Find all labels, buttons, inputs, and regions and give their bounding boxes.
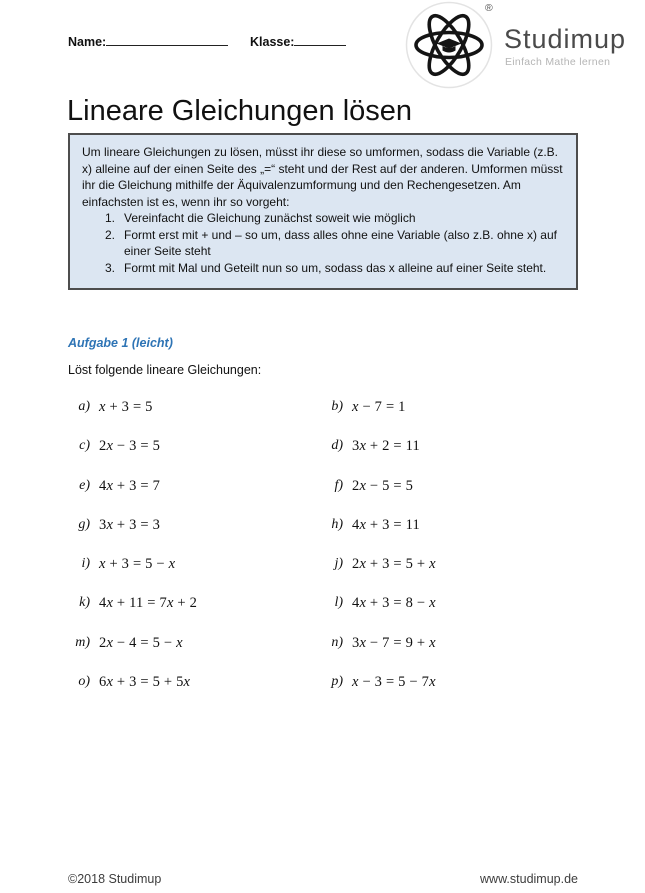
equation-item — [323, 399, 558, 438]
website-link: www.studimup.de — [480, 872, 578, 886]
equation-text: 4x + 3 = 8 − x — [352, 595, 436, 612]
equation-text: 2x + 3 = 5 + x — [352, 556, 436, 573]
page-footer — [68, 872, 578, 886]
equation-label: f) — [334, 477, 343, 493]
name-field — [68, 33, 228, 49]
equation-item — [70, 635, 323, 674]
step-number: 3. — [104, 260, 115, 275]
name-fill-line — [106, 33, 228, 46]
equation-item — [70, 478, 323, 517]
equation-item — [323, 635, 558, 674]
equation-text: 4x + 3 = 7 — [99, 477, 161, 494]
equation-item — [323, 556, 558, 595]
equation-label: m) — [75, 634, 90, 650]
page-title: Lineare Gleichungen lösen — [67, 95, 413, 128]
info-box — [68, 133, 578, 290]
info-intro-text: Um lineare Gleichungen zu lösen, müsst ihr diese so umformen, sodass die Variable (z.B. x) alleine auf der einen Seite des „=“ steht und der Rest auf der anderen. Umformen müsst ihr die Gleichung mithilfe der Äquivalenzumformung und den Rechengesetzen. Am einfachsten ist es, wenn ihr so vorgeht: — [82, 145, 563, 209]
equation-text: x − 3 = 5 − 7x — [352, 674, 436, 691]
equation-item — [70, 556, 323, 595]
atom-graduation-icon — [405, 1, 493, 89]
step-text: Vereinfacht die Gleichung zunächst soweit wie möglich — [124, 211, 416, 225]
equation-item — [323, 595, 558, 634]
info-steps-list — [82, 210, 564, 276]
step-text: Formt mit Mal und Geteilt nun so um, sodass das x alleine auf einer Seite steht. — [124, 260, 547, 275]
equation-text: 3x + 3 = 3 — [99, 516, 161, 533]
equation-label: k) — [79, 595, 90, 611]
task-heading: Aufgabe 1 (leicht) — [68, 336, 173, 350]
brand-tagline: Einfach Mathe lernen — [505, 56, 611, 68]
info-step — [82, 210, 564, 227]
equation-label: c) — [79, 438, 90, 454]
equation-text: x − 7 = 1 — [352, 399, 406, 415]
info-step — [82, 227, 564, 260]
klasse-label: Klasse: — [250, 35, 295, 49]
equation-text: 3x − 7 = 9 + x — [352, 634, 436, 651]
klasse-field — [250, 33, 346, 49]
task-instruction: Löst folgende lineare Gleichungen: — [68, 363, 262, 377]
equation-label: e) — [79, 477, 90, 493]
equation-label: p) — [331, 674, 343, 690]
copyright-text: ©2018 Studimup — [68, 872, 162, 886]
equation-item — [70, 674, 323, 713]
equation-text: 4x + 11 = 7x + 2 — [99, 595, 198, 612]
studimup-logo — [405, 0, 645, 90]
equation-item — [323, 674, 558, 713]
equation-text: 2x − 5 = 5 — [352, 477, 414, 494]
equation-text: 2x − 4 = 5 − x — [99, 634, 183, 651]
equation-text: 3x + 2 = 11 — [352, 438, 420, 455]
step-number: 2. — [104, 227, 115, 242]
equation-text: 4x + 3 = 11 — [352, 516, 420, 533]
registered-trademark-icon: ® — [485, 2, 493, 14]
brand-name: Studimup — [504, 24, 627, 54]
equation-item — [70, 438, 323, 477]
info-step — [82, 260, 564, 277]
equation-text: 2x − 3 = 5 — [99, 438, 161, 455]
equation-item — [323, 517, 558, 556]
equation-item — [323, 478, 558, 517]
equation-item — [70, 517, 323, 556]
equation-label: d) — [331, 438, 343, 454]
equation-label: h) — [331, 516, 343, 532]
equation-text: x + 3 = 5 — [99, 399, 153, 415]
equation-label: a) — [78, 399, 90, 414]
equations-grid — [70, 399, 558, 713]
klasse-fill-line — [294, 33, 346, 46]
equation-text: 6x + 3 = 5 + 5x — [99, 674, 191, 691]
equation-label: i) — [81, 556, 90, 572]
equation-item — [70, 399, 323, 438]
equation-label: o) — [78, 674, 90, 690]
name-label: Name: — [68, 35, 107, 49]
equation-label: g) — [78, 516, 90, 532]
equation-label: l) — [334, 595, 343, 611]
equation-item — [323, 438, 558, 477]
equation-text: x + 3 = 5 − x — [99, 556, 176, 573]
equation-item — [70, 595, 323, 634]
equation-label: j) — [334, 556, 343, 572]
step-number: 1. — [104, 211, 115, 225]
equation-label: b) — [331, 399, 343, 414]
equation-label: n) — [331, 634, 343, 650]
step-text: Formt erst mit + und – so um, dass alles ohne eine Variable (also z.B. ohne x) auf einer Seite steht — [124, 227, 557, 258]
